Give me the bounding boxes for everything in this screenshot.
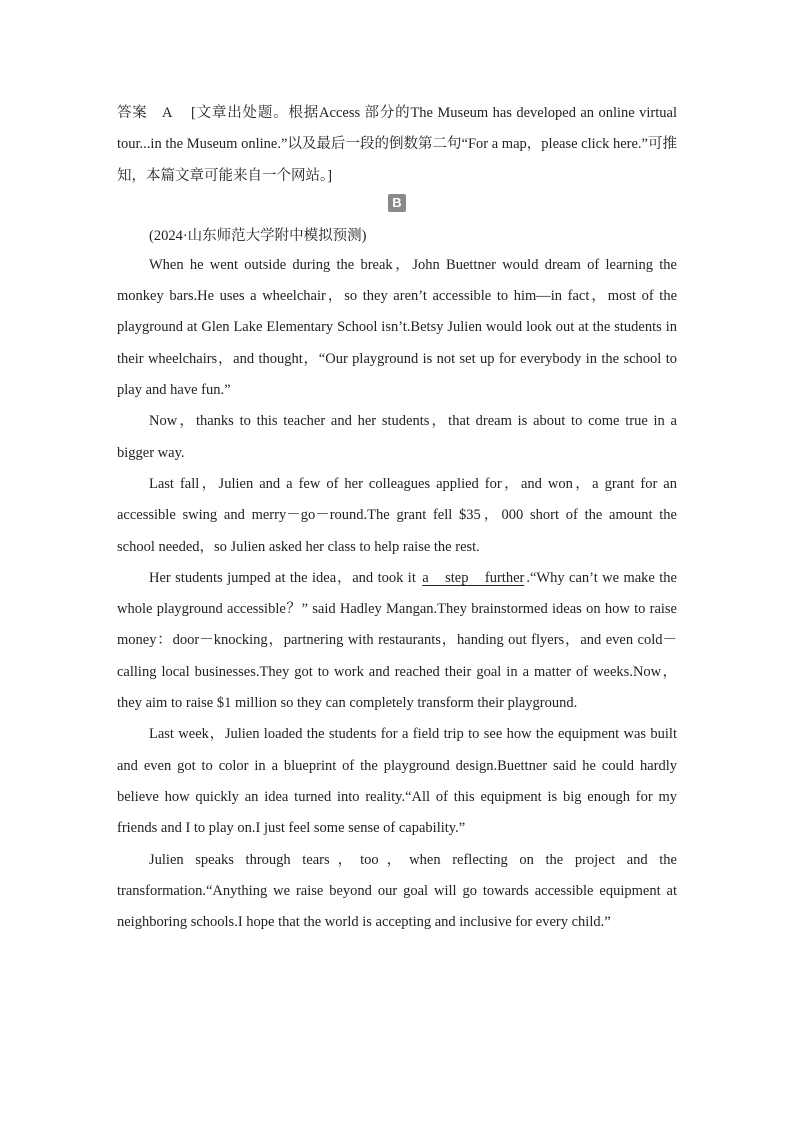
paragraph-5: Last week，Julien loaded the students for a field trip to see how the equipment was built and even got to color in a blueprint of the playground design.Buettner said he could hardly believe how quickly an idea turned into reality.“All of this equipment is big enough for my friends and I to play on.I just feel some sense of capability.” (117, 726, 677, 837)
paragraph-3: Last fall，Julien and a few of her colleagues applied for，and won，a grant for an accessible swing and merry－go－round.The grant fell $35，000 short of the amount the school needed，so Julien asked her class to help raise the rest. (117, 475, 677, 555)
section-badge: B (388, 194, 406, 212)
answer-label: 答案 (117, 105, 148, 121)
underlined-phrase: a step further (422, 569, 525, 586)
paragraph-4 (117, 563, 677, 719)
answer-explanation: [文章出处题。根据Access 部分的The Museum has developed an online virtual tour...in the Museum online.”以及最后一段的倒数第二句“For a map，please click here.”可推知，本篇文章可能来自一个网站。] (117, 105, 678, 184)
answer-letter: A (162, 105, 173, 121)
paragraph-2: Now，thanks to this teacher and her students，that dream is about to come true in a bigger way. (117, 413, 677, 461)
document-body (117, 98, 677, 938)
paragraph-4-after: .“Why can’t we make the whole playground accessible？” said Hadley Mangan.They brainstormed ideas on how to raise money：door－knocking，partnering with restaurants，handing out flyers，and even cold－calling local businesses.They got to work and reached their goal in a matter of weeks.Now，they aim to raise $1 million so they can completely transform their playground. (117, 569, 677, 712)
paragraph-6: Julien speaks through tears，too，when reflecting on the project and the transformation.“Anything we raise beyond our goal will go towards accessible equipment at neighboring schools.I hope that the world is accepting and inclusive for every child.” (117, 851, 677, 931)
paragraph-4-before: Her students jumped at the idea，and took it (149, 569, 421, 586)
section-badge-row (117, 194, 677, 218)
answer-block (117, 98, 677, 192)
paragraph-1: When he went outside during the break，John Buettner would dream of learning the monkey bars.He uses a wheelchair，so they aren’t accessible to him—in fact，most of the playground at Glen Lake Elementary School isn’t.Betsy Julien would look out at the students in their wheelchairs，and thought，“Our playground is not set up for everybody in the school to play and have fun.” (117, 256, 677, 399)
passage-source: (2024·山东师范大学附中模拟预测) (149, 227, 367, 244)
